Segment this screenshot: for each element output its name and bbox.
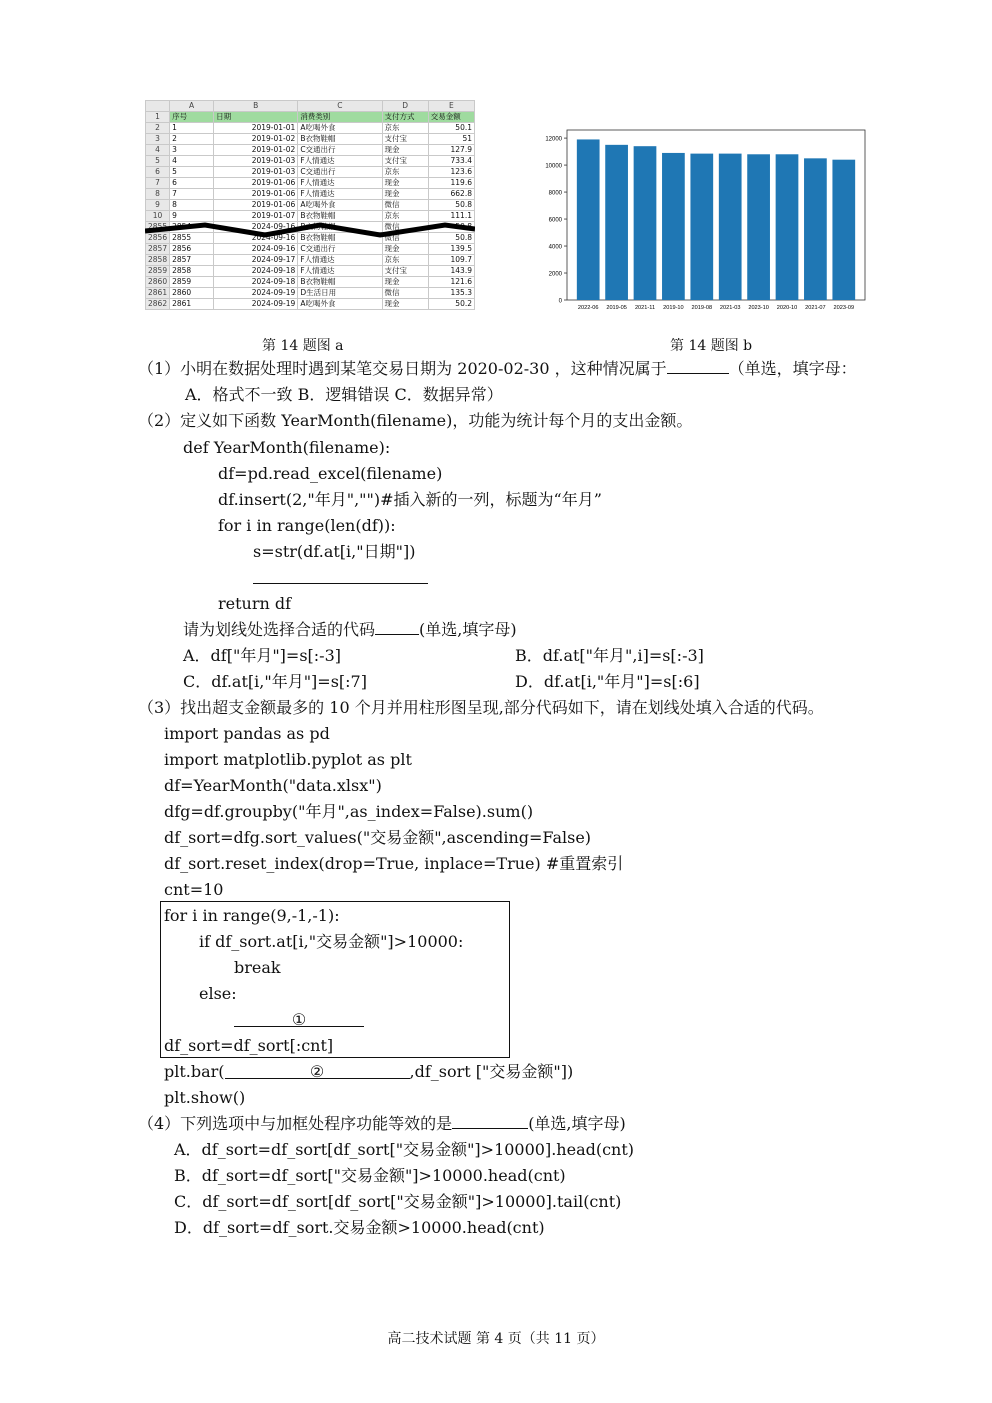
cell-amount: 123.6 [428,167,474,178]
cell-id: 8 [170,200,214,211]
box-code-line: break [234,958,281,977]
table-row [146,266,475,277]
cell-category: A吃喝外食 [298,123,382,134]
cell-date: 2019-01-06 [214,178,298,189]
cell-amount: 119.6 [428,178,474,189]
q1-text-b: （单选，填字母： [728,359,857,378]
cell-category: B衣物鞋帽 [298,211,382,222]
table-row [146,299,475,310]
cell-date: 2019-01-06 [214,189,298,200]
bar [776,154,799,300]
corner-cell [146,101,170,112]
cell-category: C交通出行 [298,145,382,156]
cell-payment: 支付宝 [382,156,428,167]
x-tick-label: 2021-11 [634,305,656,311]
row-number: 2856 [146,233,170,244]
q2-prompt [183,620,517,640]
bar [577,139,600,300]
cell-id: 3 [170,145,214,156]
cell-payment: 京东 [382,167,428,178]
table-row [146,156,475,167]
q3-blank-1 [234,1010,364,1030]
q3-code-line: dfg=df.groupby("年月",as_index=False).sum() [164,802,534,821]
cell-id: 2 [170,134,214,145]
x-tick-label: 2019-05 [606,305,627,311]
table-row [146,145,475,156]
x-tick-label: 2019-08 [691,305,713,311]
bar [719,154,742,300]
q3-plt-bar [164,1062,573,1082]
y-tick-label: 4000 [548,244,562,251]
x-tick-label: 2023-10 [748,305,769,311]
column-letter: D [382,101,428,112]
box-code-line: for i in range(9,-1,-1): [164,906,340,925]
box-code-line: df_sort=df_sort[:cnt] [164,1036,334,1055]
spreadsheet-figure [145,100,475,324]
q4-option-c: C．df_sort=df_sort[df_sort["交易金额"]>10000].tail(cnt) [174,1192,622,1211]
cell-category: B衣物鞋帽 [298,233,382,244]
q1-text-a: （1）小明在数据处理时遇到某笔交易日期为 2020-02-30 ，这种情况属于 [138,359,667,378]
cell-amount: 51 [428,134,474,145]
table-row [146,288,475,299]
header-cell: 支付方式 [382,112,428,123]
q3-intro: （3）找出超支金额最多的 10 个月并用柱形图呈现,部分代码如下，请在划线处填入合适的代码。 [138,698,824,717]
table-row [146,167,475,178]
x-tick-label: 2021-03 [719,305,741,311]
cell-date: 2024-09-19 [214,299,298,310]
cell-payment: 微信 [382,233,428,244]
q4-intro [138,1114,626,1134]
q1-options: A．格式不一致 B．逻辑错误 C．数据异常） [185,385,503,404]
row-number: 3 [146,134,170,145]
cell-date: 2024-09-16 [214,233,298,244]
cell-category: D生活日用 [298,288,382,299]
cell-id: 1 [170,123,214,134]
cell-category: F人情通达 [298,255,382,266]
cell-id: 2858 [170,266,214,277]
cell-id: 4 [170,156,214,167]
row-number: 2861 [146,288,170,299]
q3-bar-b: ,df_sort ["交易金额"]) [409,1062,574,1081]
q2-prompt-b: (单选,填字母) [419,620,517,639]
cell-id: 9 [170,211,214,222]
cell-amount: 733.4 [428,156,474,167]
table-row [146,200,475,211]
table-row [146,189,475,200]
table-row [146,134,475,145]
cell-date: 2024-09-16 [214,244,298,255]
cell-payment: 京东 [382,123,428,134]
cell-amount: 127.9 [428,145,474,156]
table-row [146,244,475,255]
row-number: 2860 [146,277,170,288]
caption-fig-a: 第 14 题图 a [262,338,344,354]
cell-category: F人情通达 [298,156,382,167]
cell-date: 2024-09-16 [214,222,298,233]
q2-intro: （2）定义如下函数 YearMonth(filename)，功能为统计每个月的支出金额。 [138,411,693,430]
x-tick-label: 2020-10 [776,305,798,311]
bar [634,146,657,300]
x-tick-label: 2022-06 [577,305,599,311]
q4-intro-a: （4）下列选项中与加框处程序功能等效的是 [138,1114,453,1133]
cell-amount: 50.8 [428,200,474,211]
cell-id: 5 [170,167,214,178]
cell-date: 2024-09-18 [214,266,298,277]
cell-date: 2019-01-02 [214,134,298,145]
column-letter: C [298,101,382,112]
q3-code-line: import pandas as pd [164,724,330,743]
q4-blank [452,1114,528,1129]
cell-payment: 微信 [382,222,428,233]
column-header-row [146,101,475,112]
table-row [146,277,475,288]
cell-payment: 支付宝 [382,266,428,277]
cell-category: C交通出行 [298,244,382,255]
q4-option-b: B．df_sort=df_sort["交易金额"]>10000.head(cnt) [174,1166,566,1185]
cell-date: 2019-01-07 [214,211,298,222]
q3-blank-1-mark: ① [291,1010,307,1029]
table-row [146,211,475,222]
row-number: 2857 [146,244,170,255]
q2-code-line: for i in range(len(df)): [218,516,396,535]
y-tick-label: 2000 [548,271,562,278]
q2-option-d: D．df.at[i,"年月"]=s[:6] [515,672,700,691]
cell-category: C交通出行 [298,167,382,178]
row-number: 4 [146,145,170,156]
cell-date: 2019-01-03 [214,167,298,178]
q3-code-line: df_sort.reset_index(drop=True, inplace=True) #重置索引 [164,854,624,873]
cell-amount: 135.3 [428,288,474,299]
cell-date: 2019-01-01 [214,123,298,134]
y-tick-label: 6000 [548,217,562,224]
cell-category: F人情通达 [298,189,382,200]
cell-category: A吃喝外食 [298,200,382,211]
row-number: 2 [146,123,170,134]
q3-code-line: df_sort=dfg.sort_values("交易金额",ascending=False) [164,828,592,847]
q2-code-line: s=str(df.at[i,"日期"]) [253,542,416,561]
row-number: 9 [146,200,170,211]
table-row [146,255,475,266]
x-tick-label: 2019-10 [663,305,684,311]
header-cell: 交易金额 [428,112,474,123]
table-row [146,178,475,189]
box-code-line: else: [199,984,237,1003]
row-number: 6 [146,167,170,178]
cell-date: 2024-09-19 [214,288,298,299]
cell-id: 2860 [170,288,214,299]
row-number: 8 [146,189,170,200]
header-cell: 消费类别 [298,112,382,123]
cell-amount: 143.9 [428,266,474,277]
cell-payment: 京东 [382,211,428,222]
cell-amount: 50.1 [428,123,474,134]
y-tick-label: 8000 [548,190,562,197]
header-cell: 日期 [214,112,298,123]
q2-code-blank [253,583,428,584]
cell-payment: 现金 [382,277,428,288]
bar [605,145,628,300]
cell-date: 2019-01-03 [214,156,298,167]
cell-payment: 现金 [382,145,428,156]
q1-line1 [138,359,857,379]
cell-category: B衣物鞋帽 [298,222,382,233]
cell-payment: 微信 [382,288,428,299]
page-footer: 高二技术试题 第 4 页（共 11 页） [387,1331,605,1347]
row-number: 2862 [146,299,170,310]
column-letter: B [214,101,298,112]
q2-option-b: B．df.at["年月",i]=s[:-3] [515,646,704,665]
table-break-line [145,221,475,241]
cell-amount: 50.8 [428,222,474,233]
bar [832,160,855,300]
cell-category: F人情通达 [298,178,382,189]
q2-code-line: def YearMonth(filename): [183,438,391,457]
bar [804,158,827,300]
q3-blank-2-mark: ② [309,1062,325,1081]
cell-amount: 662.8 [428,189,474,200]
x-tick-label: 2023-09 [833,305,855,311]
table-header-row [146,112,475,123]
cell-category: B衣物鞋帽 [298,277,382,288]
x-tick-label: 2021-07 [805,305,826,311]
cell-amount: 111.1 [428,211,474,222]
cell-payment: 现金 [382,178,428,189]
cell-payment: 现金 [382,244,428,255]
bar-chart [535,125,870,315]
row-number: 2855 [146,222,170,233]
table-row [146,123,475,134]
cell-id: 2859 [170,277,214,288]
row-number: 1 [146,112,170,123]
row-number: 5 [146,156,170,167]
caption-fig-b: 第 14 题图 b [670,338,753,354]
cell-amount: 109.7 [428,255,474,266]
q3-code-line: df=YearMonth("data.xlsx") [164,776,382,795]
q3-plt-show: plt.show() [164,1088,246,1107]
q3-blank-2-line [225,1062,410,1079]
q1-blank [667,359,729,374]
q2-code-line: return df [218,594,292,613]
y-tick-label: 12000 [545,136,562,143]
q3-bar-a: plt.bar( [164,1062,225,1081]
cell-id: 2857 [170,255,214,266]
cell-payment: 京东 [382,255,428,266]
q3-code-line: import matplotlib.pyplot as plt [164,750,412,769]
box-code-line: if df_sort.at[i,"交易金额"]>10000: [199,932,464,951]
q3-code-line: cnt=10 [164,880,224,899]
q4-option-a: A．df_sort=df_sort[df_sort["交易金额"]>10000].head(cnt) [174,1140,635,1159]
header-cell: 序号 [170,112,214,123]
cell-amount: 50.8 [428,233,474,244]
column-letter: E [428,101,474,112]
row-number: 2858 [146,255,170,266]
q4-intro-b: (单选,填字母) [528,1114,626,1133]
q3-blank-1-line [234,1010,364,1027]
cell-amount: 50.2 [428,299,474,310]
cell-amount: 139.5 [428,244,474,255]
cell-category: F人情通达 [298,266,382,277]
column-letter: A [170,101,214,112]
q2-blank [375,620,419,635]
bar [747,154,770,300]
q2-code-line: df=pd.read_excel(filename) [218,464,443,483]
cell-date: 2024-09-18 [214,277,298,288]
q2-prompt-a: 请为划线处选择合适的代码 [183,620,376,639]
cell-category: B衣物鞋帽 [298,134,382,145]
cell-payment: 现金 [382,299,428,310]
cell-payment: 支付宝 [382,134,428,145]
cell-payment: 现金 [382,189,428,200]
q4-option-d: D．df_sort=df_sort.交易金额>10000.head(cnt) [174,1218,545,1237]
row-number: 2859 [146,266,170,277]
bar [690,154,713,300]
cell-date: 2019-01-06 [214,200,298,211]
cell-id: 6 [170,178,214,189]
cell-id: 2854 [170,222,214,233]
cell-amount: 121.6 [428,277,474,288]
q2-option-c: C．df.at[i,"年月"]=s[:7] [183,672,367,691]
row-number: 10 [146,211,170,222]
cell-id: 2856 [170,244,214,255]
row-number: 7 [146,178,170,189]
y-tick-label: 10000 [545,163,562,170]
cell-date: 2024-09-17 [214,255,298,266]
cell-date: 2019-01-02 [214,145,298,156]
cell-id: 2855 [170,233,214,244]
bar [662,153,685,300]
y-tick-label: 0 [558,298,562,305]
cell-category: A吃喝外食 [298,299,382,310]
q2-code-line: df.insert(2,"年月","")#插入新的一列，标题为“年月” [218,490,602,509]
q2-option-a: A．df["年月"]=s[:-3] [183,646,342,665]
cell-id: 7 [170,189,214,200]
cell-payment: 微信 [382,200,428,211]
cell-id: 2861 [170,299,214,310]
